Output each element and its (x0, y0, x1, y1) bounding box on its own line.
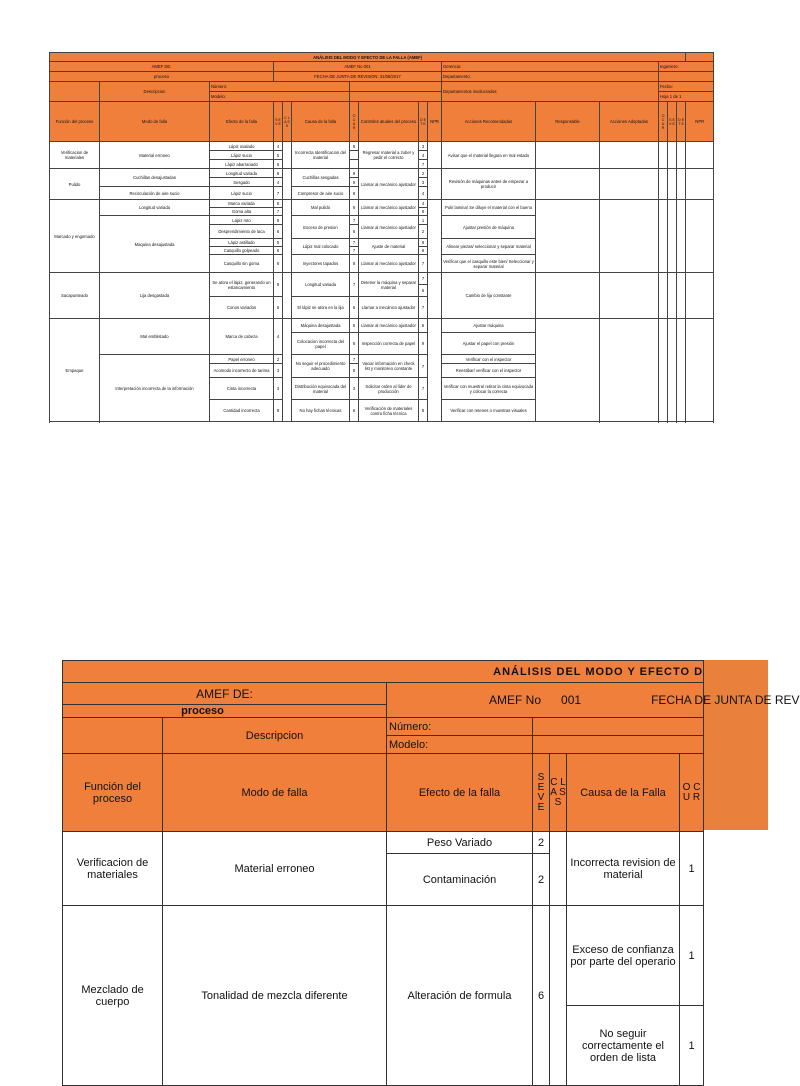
zoom-r2-c1: Exceso de confianza por parte del operario (567, 906, 680, 1006)
zoom-r2-o2: 1 (680, 1006, 704, 1086)
thumb-h-seve2: S E V E (668, 102, 677, 142)
thumb-r5-acc6: Verificar con retenes o muestras visuales (442, 400, 536, 422)
thumb-r3-c4: Inyectores tapados (292, 255, 350, 273)
thumb-r5-s2: 2 (274, 355, 283, 364)
thumb-r5-e3: Acomodo incorrecto de tarima (210, 364, 274, 378)
thumb-r5-d3: 7 (419, 355, 428, 378)
thumb-r3-d4: 2 (419, 225, 428, 239)
thumb-h-adoptadas: Acciones Adoptadas (600, 102, 659, 142)
thumb-r2-e1: Longitud variada (210, 169, 274, 178)
thumb-r2-d1: 2 (419, 169, 428, 178)
thumb-r4-e2: Conos variados (210, 297, 274, 319)
thumb-h-clas: C L A S S (283, 102, 292, 142)
zoom-amef-de: AMEF DE: (63, 683, 387, 705)
thumb-r3-o5: 7 (350, 247, 359, 255)
thumb-h-ocur2: O C U R (659, 102, 668, 142)
thumb-r3-d3: 1 (419, 216, 428, 225)
zoom-proceso (63, 705, 387, 718)
thumb-r3-e4: Desprendimiento de laca (210, 225, 274, 239)
zoom-r2-o1: 1 (680, 906, 704, 1006)
thumb-r5-acc5: Verificar con muestra/ retirar la cinta equivocada y colocar la correcta (442, 378, 536, 400)
thumb-r3-e5: Lápiz astillado (210, 239, 274, 247)
thumb-r3-e6: Casquillo golpeado (210, 247, 274, 255)
zoom-h-clas: C L A S S (550, 754, 567, 832)
zoom-r1-e1: Peso Variado (387, 832, 533, 854)
thumb-r2-s3: 7 (274, 187, 283, 200)
thumb-r5-c2: Colocacion incorrecta del papel (292, 333, 350, 355)
zoom-r2-func: Mezclado de cuerpo (63, 906, 163, 1086)
thumb-r3-s1: 8 (274, 200, 283, 208)
thumb-proceso: proceso (50, 72, 274, 82)
thumb-fecha: Fecha: (659, 82, 714, 92)
thumb-r4-o2: 6 (350, 297, 359, 319)
zoom-orange-overflow (703, 660, 768, 830)
zoom-title: ANÁLISIS DEL MODO Y EFECTO D (63, 661, 704, 683)
thumb-r3-c3: Lápiz mal colocado (292, 239, 350, 255)
thumb-r5-s5: 8 (274, 400, 283, 422)
thumb-r3-s5: 5 (274, 239, 283, 247)
thumb-r3-ctrl4: Llamar al mecánico ajustador (359, 255, 419, 273)
thumb-r5-c4: Distribución equivocada del material (292, 378, 350, 400)
thumb-r5-ctrl4: Solicitar orden al líder de producción (359, 378, 419, 400)
thumb-r1-s1: 4 (274, 142, 283, 151)
thumb-r3-e1: Marca variada (210, 200, 274, 208)
thumb-r4-d2: 6 (419, 285, 428, 297)
thumb-r1-e3: Lápiz abarranado (210, 160, 274, 169)
thumb-r5-acc3: Verificar con el inspector (442, 355, 536, 364)
thumb-r5-e5: Cantidad incorrecta (210, 400, 274, 422)
thumb-descripcion: Descripcion (100, 82, 210, 102)
thumb-r2-m2: Recirculación de aire sucio (100, 187, 210, 200)
thumb-r2-d2: 3 (419, 178, 428, 187)
thumb-r3-d7: 7 (419, 255, 428, 273)
thumb-r3-e7: Casquillo sin goma (210, 255, 274, 273)
thumb-r5-o6: 6 (350, 400, 359, 422)
thumb-r4-c1: Longitud variada (292, 273, 350, 297)
thumb-r4-modo: Lija desgastada (100, 273, 210, 319)
zoom-r1-s2: 2 (533, 854, 550, 906)
thumb-r3-s3: 8 (274, 216, 283, 225)
thumb-r4-d1: 7 (419, 273, 428, 285)
thumb-r1-d2: 4 (419, 151, 428, 160)
thumb-r2-ctrl: Llamar al mecánico ajustador (359, 169, 419, 200)
zoom-r1-causa: Incorrecta revision de material (567, 832, 680, 906)
thumb-r4-o1: 7 (350, 273, 359, 297)
thumb-r3-o1: 6 (350, 200, 359, 216)
thumb-r2-e3: Lápiz sucio (210, 187, 274, 200)
thumb-r1-acc: Avisar que el material llegara en mal estado (442, 142, 536, 169)
thumb-r3-ctrl1: Llamar al mecánico ajustador (359, 200, 419, 216)
zoom-h-modo: Modo de falla (163, 754, 387, 832)
thumb-r5-o5: 3 (350, 378, 359, 400)
thumb-gerencia: Gerencia: (442, 62, 659, 72)
thumb-r3-s2: 7 (274, 208, 283, 216)
zoom-r1-o: 1 (680, 832, 704, 906)
thumb-r4-e1: Se atora el lápiz, generando un estancamiento (210, 273, 274, 297)
thumb-r2-e2: Sesgado (210, 178, 274, 187)
zoom-amef-no: AMEF No (489, 693, 542, 707)
zoom-r1-modo: Material erroneo (163, 832, 387, 906)
thumb-r4-acc: Cambio de lija constante (442, 273, 536, 319)
thumb-r1-s2: 5 (274, 151, 283, 160)
amef-zoomed-table (62, 660, 800, 1064)
thumb-r5-acc4: Reestibar/ verificar con el inspector (442, 364, 536, 378)
thumb-r3-ctrl2: Llamar al mecánico ajustador (359, 216, 419, 239)
zoom-modelo: Modelo: (387, 736, 533, 754)
zoom-h-causa: Causa de la Falla (567, 754, 680, 832)
thumb-r3-d1: 4 (419, 200, 428, 208)
thumb-r5-c5: No hay fichas técnicas (292, 400, 350, 422)
zoom-numero: Número: (387, 718, 533, 736)
thumb-r1-ctrl: Regresar material a zuber y pedir el correcto (359, 142, 419, 169)
thumb-h-dete: D E T E (419, 102, 428, 142)
zoom-r2-c2: No seguir correctamente el orden de lista (567, 1006, 680, 1086)
thumb-r5-d5: 8 (419, 400, 428, 422)
thumb-r4-d3: 7 (419, 297, 428, 319)
thumb-r3-acc2: Ajustar presión de máquina (442, 216, 536, 239)
thumb-r1-s3: 6 (274, 160, 283, 169)
thumb-r3-e2: Goma alta (210, 208, 274, 216)
thumb-r5-s4: 3 (274, 378, 283, 400)
zoom-fecha-junta: FECHA DE JUNTA DE REV (651, 693, 800, 707)
thumb-r3-s6: 8 (274, 247, 283, 255)
thumb-r5-m1: Mal emblistado (100, 319, 210, 355)
thumb-r5-ctrl3: Vaciar información en check list y monitoreo constante (359, 355, 419, 378)
thumb-ingeniero: Ingeniero: (659, 62, 714, 72)
thumb-departamentos-involucrados: Departamentos involucrados: (442, 82, 659, 102)
thumb-h-npr2: NPR (686, 102, 714, 142)
zoom-r2-modo: Tonalidad de mezcla diferente (163, 906, 387, 1086)
thumb-r5-e4: Cinta incorrecta (210, 378, 274, 400)
thumb-r2-o2: 9 (350, 178, 359, 187)
zoom-r2-s: 6 (533, 906, 550, 1086)
thumb-r4-ctrl1: Detener la máquina y separar material (359, 273, 419, 297)
thumb-h-responsable: Responsable (536, 102, 600, 142)
thumb-title: ANÁLISIS DEL MODO Y EFECTO DE LA FALLA (AMEF) (50, 53, 686, 62)
zoom-r1-func: Verificacion de materiales (63, 832, 163, 906)
thumb-numero: Número: (210, 82, 350, 92)
thumb-r2-o3: 8 (350, 187, 359, 200)
zoom-h-funcion: Función del proceso (63, 754, 163, 832)
thumb-r1-modo: Material erroneo (100, 142, 210, 169)
thumb-amef-no: AMEF No 001 (274, 62, 442, 72)
thumb-r5-ctrl5: Verificación de materiales contra ficha técnica (359, 400, 419, 422)
amef-thumbnail-table (49, 52, 713, 422)
thumb-modelo: Modelo: (210, 92, 350, 102)
thumb-r2-d3: 4 (419, 187, 428, 200)
thumb-r3-acc4: Verificar que el casquillo este bien/ Seleccionar y separar material (442, 255, 536, 273)
zoom-r1-e2: Contaminación (387, 854, 533, 906)
thumb-r5-c1: Máquina desajustada (292, 319, 350, 333)
thumb-r3-s4: 6 (274, 225, 283, 239)
thumb-r5-s1: 4 (274, 319, 283, 355)
thumb-amef-de: AMEF DE: (50, 62, 274, 72)
zoom-r2-efecto: Alteración de formula (387, 906, 533, 1086)
thumb-r1-e2: Lápiz sucio (210, 151, 274, 160)
thumb-h-funcion: Función del proceso (50, 102, 100, 142)
thumb-r1-d3: 7 (419, 160, 428, 169)
thumb-r5-acc2: Ajustar el papel con presión (442, 333, 536, 355)
thumb-r2-m1: Cuchillas desajustadas (100, 169, 210, 187)
thumb-departamento: Departamento: (442, 72, 659, 82)
thumb-r5-d4: 7 (419, 378, 428, 400)
thumb-r1-o: 8 (350, 142, 359, 151)
thumb-hoja: Hoja 1 de 1 (659, 92, 714, 102)
thumb-r4-s2: 8 (274, 297, 283, 319)
thumb-r3-s7: 6 (274, 255, 283, 273)
thumb-h-modo: Modo de falla (100, 102, 210, 142)
zoom-h-seve: S E V E (533, 754, 550, 832)
thumb-r5-o2: 6 (350, 333, 359, 355)
thumb-h-controles: Controles atuales del proceso (359, 102, 419, 142)
thumb-r3-c2: Exceso de presion (292, 216, 350, 239)
thumb-r2-c1: Cuchillas sesgadas (292, 169, 350, 187)
thumb-r1-e1: Lápiz ovalado (210, 142, 274, 151)
thumb-fecha-junta: FECHA DE JUNTA DE REVISION: 31/08/2017 (274, 72, 442, 82)
thumb-r5-func: Empaque (50, 319, 100, 422)
thumb-h-acciones: Acciones Recomendadas (442, 102, 536, 142)
zoom-proceso-text: proceso (181, 705, 224, 717)
thumb-r5-acc1: Ajustar máquina (442, 319, 536, 333)
thumb-r5-e2: Papel erroneo (210, 355, 274, 364)
thumb-r2-c2: Compresor de aire sucio (292, 187, 350, 200)
thumb-r5-ctrl2: Inspección correcta de papel (359, 333, 419, 355)
thumb-r3-acc3: Alinear piezas/ seleccionar y separar material (442, 239, 536, 255)
thumb-r1-func: Verificacion de materiales (50, 142, 100, 169)
zoom-amef-no-value: 001 (561, 693, 582, 707)
thumb-r3-m2: Maquina desajustada (100, 216, 210, 273)
thumb-r5-ctrl1: Llamar al mecánico ajustador (359, 319, 419, 333)
thumb-r3-o6: 8 (350, 255, 359, 273)
thumb-r3-c1: Mal pulido (292, 200, 350, 216)
thumb-r2-acc: Revisión de máquinas antes de empezar a producir (442, 169, 536, 200)
thumb-h-npr: NPR (428, 102, 442, 142)
thumb-h-efecto: Efecto de la falla (210, 102, 274, 142)
thumb-r3-o2: 7 (350, 216, 359, 225)
zoom-h-efecto: Efecto de la falla (387, 754, 533, 832)
thumb-r3-d5: 8 (419, 239, 428, 247)
thumb-r5-o3: 7 (350, 355, 359, 364)
thumb-h-seve: S E V E (274, 102, 283, 142)
thumb-h-causa: Causa de la falla (292, 102, 350, 142)
zoom-r1-s1: 2 (533, 832, 550, 854)
thumb-r4-c2: El lápiz se atora en la lija (292, 297, 350, 319)
thumb-r5-d2: 9 (419, 333, 428, 355)
zoom-h-ocur: O C U R (680, 754, 704, 832)
thumb-r3-m1: Longitud variada (100, 200, 210, 216)
zoom-descripcion: Descripcion (163, 718, 387, 754)
thumb-r5-e1: Marca de cabeza (210, 319, 274, 355)
thumb-h-dete2: D E T E (677, 102, 686, 142)
thumb-r3-ctrl3: Ajuste de material (359, 239, 419, 255)
thumb-r5-c3: No seguir el procedimiento adecuado (292, 355, 350, 378)
thumb-r4-func: Sacapunteado (50, 273, 100, 319)
thumb-r3-acc1: Pulir lamina/ Se diluye el material con el bueno (442, 200, 536, 216)
thumb-r1-causa: Incorrecta Identificacion del material (292, 142, 350, 169)
thumb-r2-func: Pulido (50, 169, 100, 200)
thumb-r3-e3: Lápiz roto (210, 216, 274, 225)
thumb-h-ocur: O C U R (350, 102, 359, 142)
thumb-r4-ctrl2: Llamar a mecánico ajustador (359, 297, 419, 319)
thumb-r2-s2: 4 (274, 178, 283, 187)
thumb-r3-o3: 6 (350, 225, 359, 239)
thumb-r4-s1: 8 (274, 273, 283, 297)
thumb-r5-s3: 3 (274, 364, 283, 378)
thumb-r3-d2: 8 (419, 208, 428, 216)
thumb-r5-m2: Interpretación incorrecta de la información (100, 355, 210, 422)
thumb-r3-o4: 7 (350, 239, 359, 247)
thumb-r2-o1: 9 (350, 169, 359, 178)
thumb-r5-o4: 5 (350, 364, 359, 378)
thumb-r5-o1: 5 (350, 319, 359, 333)
thumb-r2-s1: 8 (274, 169, 283, 178)
thumb-r1-d1: 3 (419, 142, 428, 151)
thumb-r3-func: Marcado y engomado (50, 200, 100, 273)
thumb-r3-d6: 8 (419, 247, 428, 255)
thumb-r5-d1: 6 (419, 319, 428, 333)
